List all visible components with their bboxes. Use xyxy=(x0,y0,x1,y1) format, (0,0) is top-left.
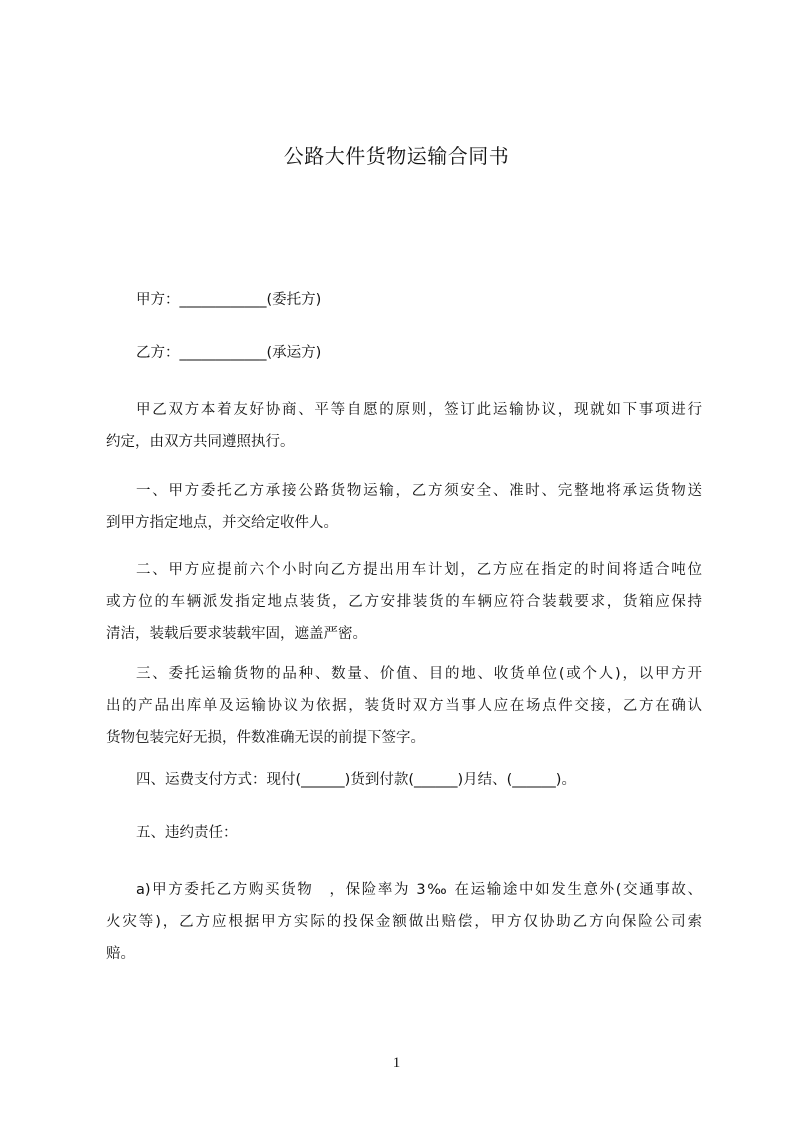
party-a-line: 甲方：____________(委托方) xyxy=(136,292,322,308)
clause-3-line-2: 出的产品出库单及运输协议为依据，装货时双方当事人应在场点件交接，乙方在确认 xyxy=(106,698,702,714)
clause-5a-line-2: 火灾等)，乙方应根据甲方实际的投保金额做出赔偿，甲方仅协助乙方向保险公司索 xyxy=(106,914,702,930)
clause-3-line-1: 三、委托运输货物的品种、数量、价值、目的地、收货单位(或个人)，以甲方开 xyxy=(136,666,702,682)
clause-3-paragraph xyxy=(106,658,702,754)
document-title: 公路大件货物运输合同书 xyxy=(283,144,510,168)
clause-2-paragraph xyxy=(106,554,702,650)
clause-2-line-3: 清洁，装载后要求装载牢固，遮盖严密。 xyxy=(106,626,367,642)
clause-1-paragraph xyxy=(106,475,702,539)
clause-1-line-2: 到甲方指定地点，并交给定收件人。 xyxy=(106,515,338,531)
intro-line-1: 甲乙双方本着友好协商、平等自愿的原则，签订此运输协议，现就如下事项进行 xyxy=(136,402,702,418)
intro-line-2: 约定，由双方共同遵照执行。 xyxy=(106,434,295,450)
page-number: 1 xyxy=(392,1055,401,1071)
clause-5a-paragraph xyxy=(106,874,702,970)
clause-3-line-3: 货物包装完好无损，件数准确无误的前提下签字。 xyxy=(106,730,425,746)
clause-2-line-1: 二、甲方应提前六个小时向乙方提出用车计划，乙方应在指定的时间将适合吨位 xyxy=(136,562,702,578)
intro-paragraph xyxy=(106,394,702,458)
clause-4-line: 四、运费支付方式：现付(______)货到付款(______)月结、(______)。 xyxy=(136,772,576,788)
clause-5-heading: 五、违约责任： xyxy=(136,825,238,841)
clause-5a-line-3: 赔。 xyxy=(106,946,135,962)
party-b-line: 乙方：____________(承运方) xyxy=(136,345,322,361)
clause-1-line-1: 一、甲方委托乙方承接公路货物运输，乙方须安全、准时、完整地将承运货物送 xyxy=(136,483,702,499)
clause-5a-line-1: a)甲方委托乙方购买货物 ，保险率为 3‰ 在运输途中如发生意外(交通事故、 xyxy=(136,882,702,898)
clause-2-line-2: 或方位的车辆派发指定地点装货，乙方安排装货的车辆应符合装载要求，货箱应保持 xyxy=(106,594,702,610)
